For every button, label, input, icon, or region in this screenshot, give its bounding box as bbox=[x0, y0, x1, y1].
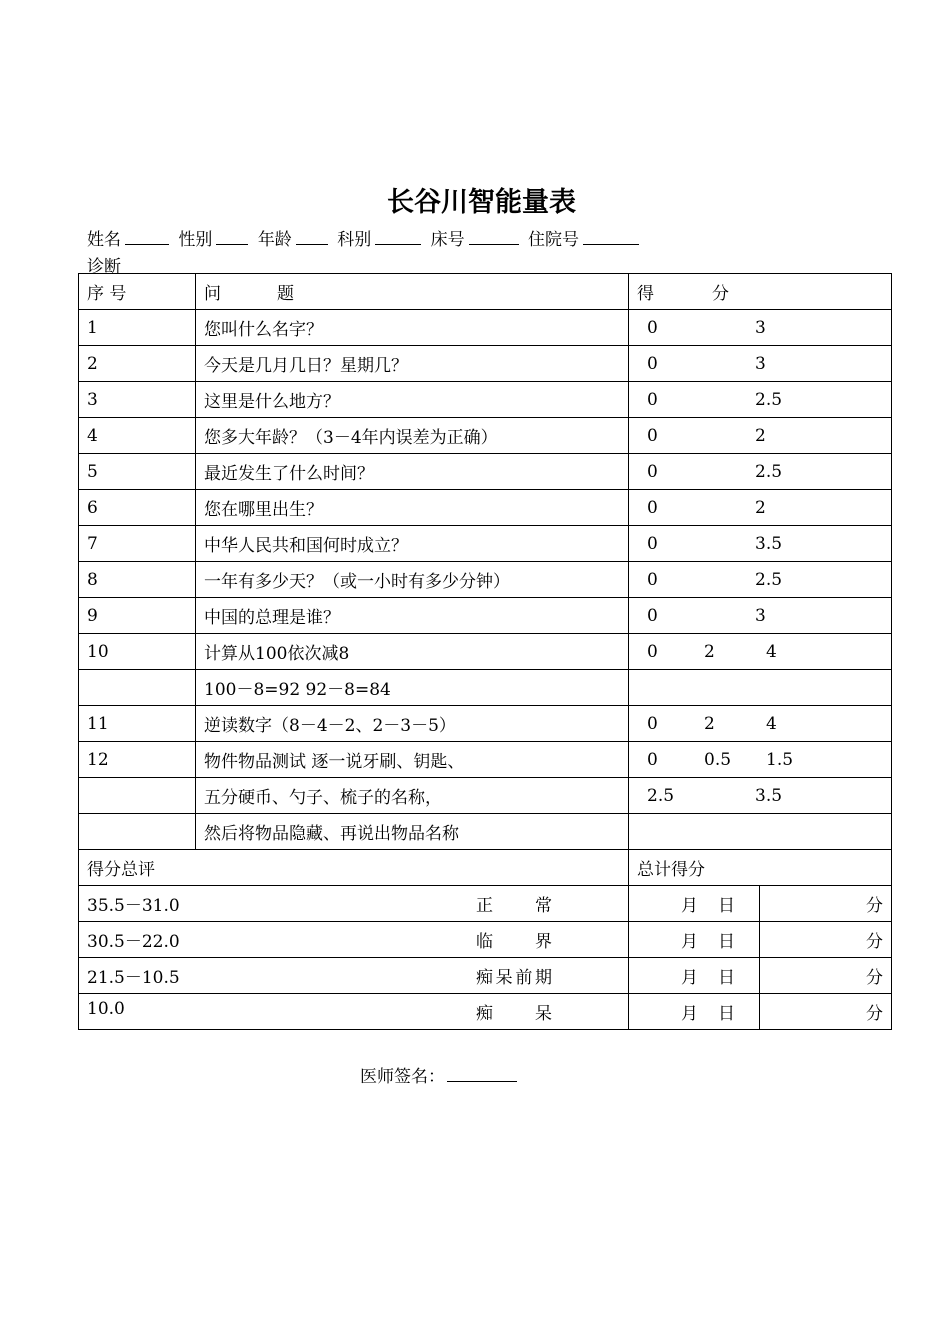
item-number bbox=[79, 778, 196, 814]
assessment-table bbox=[78, 273, 892, 1030]
header-score-2: 分 bbox=[712, 284, 729, 304]
signature-label: 医师签名： bbox=[360, 1067, 445, 1087]
item-score-options bbox=[629, 346, 892, 382]
item-score-options bbox=[629, 598, 892, 634]
item-score-options bbox=[629, 670, 892, 706]
score-option[interactable]: 0 bbox=[647, 641, 658, 662]
score-option[interactable]: 0 bbox=[647, 317, 658, 338]
name-field[interactable] bbox=[125, 230, 169, 245]
dept-label: 科别 bbox=[337, 230, 372, 250]
age-label: 年龄 bbox=[257, 230, 292, 250]
item-number: 8 bbox=[79, 562, 196, 598]
score-option[interactable]: 2.5 bbox=[755, 389, 783, 410]
level-label: 正常 bbox=[476, 896, 552, 916]
score-option[interactable]: 3 bbox=[755, 353, 766, 374]
hosp-no-label: 住院号 bbox=[528, 230, 580, 250]
item-score-options bbox=[629, 634, 892, 670]
score-range: 21.5－10.5 bbox=[87, 968, 180, 988]
item-number: 4 bbox=[79, 418, 196, 454]
item-number: 5 bbox=[79, 454, 196, 490]
item-question: 物件物品测试 逐一说牙刷、钥匙、 bbox=[196, 742, 629, 778]
table-row bbox=[79, 526, 892, 562]
table-row bbox=[79, 742, 892, 778]
score-option[interactable]: 0.5 bbox=[704, 749, 732, 770]
item-score-options bbox=[629, 418, 892, 454]
item-score-options bbox=[629, 310, 892, 346]
score-option[interactable]: 0 bbox=[647, 389, 658, 410]
item-score-options bbox=[629, 490, 892, 526]
item-number: 1 bbox=[79, 310, 196, 346]
item-score-options bbox=[629, 382, 892, 418]
day-label: 日 bbox=[718, 896, 735, 916]
table-row bbox=[79, 490, 892, 526]
day-label: 日 bbox=[718, 968, 735, 988]
table-row bbox=[79, 598, 892, 634]
table-row bbox=[79, 562, 892, 598]
points-cell[interactable]: 分 bbox=[760, 886, 892, 922]
table-row bbox=[79, 670, 892, 706]
header-question bbox=[196, 274, 629, 310]
item-question: 计算从100依次减8 bbox=[196, 634, 629, 670]
name-label: 姓名 bbox=[87, 230, 121, 250]
header-score bbox=[629, 274, 892, 310]
gender-field[interactable] bbox=[216, 230, 248, 245]
date-cell[interactable] bbox=[629, 958, 760, 994]
page-title: 长谷川智能量表 bbox=[387, 187, 576, 218]
header-no: 序 号 bbox=[79, 274, 196, 310]
table-header-row bbox=[79, 274, 892, 310]
item-number: 10 bbox=[79, 634, 196, 670]
score-option[interactable]: 2 bbox=[704, 713, 715, 734]
points-cell[interactable]: 分 bbox=[760, 922, 892, 958]
level-label: 痴呆前期 bbox=[476, 968, 552, 988]
evaluation-cell bbox=[79, 958, 629, 994]
evaluation-row bbox=[79, 922, 892, 958]
dept-field[interactable] bbox=[375, 230, 421, 245]
table-row bbox=[79, 634, 892, 670]
date-cell[interactable] bbox=[629, 922, 760, 958]
score-option[interactable]: 3 bbox=[755, 605, 766, 626]
item-number: 9 bbox=[79, 598, 196, 634]
table-row bbox=[79, 454, 892, 490]
item-number bbox=[79, 670, 196, 706]
score-option[interactable]: 3.5 bbox=[755, 785, 783, 806]
table-row bbox=[79, 418, 892, 454]
date-cell[interactable] bbox=[629, 886, 760, 922]
item-score-options bbox=[629, 526, 892, 562]
age-field[interactable] bbox=[296, 230, 328, 245]
score-range: 10.0 bbox=[87, 999, 125, 1019]
total-score-label: 总计得分 bbox=[629, 850, 892, 886]
item-score-options bbox=[629, 454, 892, 490]
table-row bbox=[79, 310, 892, 346]
diagnosis-label: 诊断 bbox=[87, 257, 121, 277]
item-number: 6 bbox=[79, 490, 196, 526]
month-label: 月 bbox=[681, 968, 698, 988]
score-option[interactable]: 0 bbox=[647, 497, 658, 518]
patient-info-line bbox=[87, 225, 643, 250]
evaluation-cell bbox=[79, 886, 629, 922]
evaluation-row bbox=[79, 958, 892, 994]
item-question: 然后将物品隐藏、再说出物品名称 bbox=[196, 814, 629, 850]
table-row bbox=[79, 778, 892, 814]
table-row bbox=[79, 346, 892, 382]
score-option[interactable]: 0 bbox=[647, 569, 658, 590]
evaluation-cell bbox=[79, 922, 629, 958]
score-evaluation-label: 得分总评 bbox=[79, 850, 629, 886]
score-range: 35.5－31.0 bbox=[87, 896, 180, 916]
month-label: 月 bbox=[681, 896, 698, 916]
day-label: 日 bbox=[718, 1004, 735, 1024]
score-option[interactable]: 0 bbox=[647, 533, 658, 554]
score-option[interactable]: 2.5 bbox=[755, 461, 783, 482]
item-score-options bbox=[629, 814, 892, 850]
level-label: 临界 bbox=[476, 932, 552, 952]
score-option[interactable]: 2.5 bbox=[647, 785, 675, 806]
score-option[interactable]: 1.5 bbox=[766, 749, 794, 770]
score-option[interactable]: 0 bbox=[647, 713, 658, 734]
score-option[interactable]: 4 bbox=[766, 713, 777, 734]
score-option[interactable]: 0 bbox=[647, 605, 658, 626]
item-number bbox=[79, 814, 196, 850]
header-score-1: 得 bbox=[637, 284, 654, 304]
item-question: 今天是几月几日？星期几？ bbox=[196, 346, 629, 382]
table-row bbox=[79, 706, 892, 742]
bed-field[interactable] bbox=[469, 230, 519, 245]
item-score-options bbox=[629, 778, 892, 814]
item-number: 7 bbox=[79, 526, 196, 562]
table-row bbox=[79, 382, 892, 418]
item-question: 您多大年龄？（3－4年内误差为正确） bbox=[196, 418, 629, 454]
item-score-options bbox=[629, 562, 892, 598]
item-score-options bbox=[629, 742, 892, 778]
score-option[interactable]: 4 bbox=[766, 641, 777, 662]
hosp-no-field[interactable] bbox=[583, 230, 639, 245]
signature-field[interactable] bbox=[447, 1065, 517, 1082]
item-question: 最近发生了什么时间？ bbox=[196, 454, 629, 490]
score-range: 30.5－22.0 bbox=[87, 932, 180, 952]
summary-header-row bbox=[79, 850, 892, 886]
points-cell[interactable]: 分 bbox=[760, 958, 892, 994]
points-cell[interactable]: 分 bbox=[760, 994, 892, 1030]
score-option[interactable]: 0 bbox=[647, 461, 658, 482]
item-number: 12 bbox=[79, 742, 196, 778]
evaluation-row bbox=[79, 886, 892, 922]
score-option[interactable]: 0 bbox=[647, 425, 658, 446]
header-question-1: 问 bbox=[204, 284, 221, 304]
table-row bbox=[79, 814, 892, 850]
header-question-2: 题 bbox=[277, 284, 294, 304]
evaluation-row bbox=[79, 994, 892, 1030]
item-score-options bbox=[629, 706, 892, 742]
score-option[interactable]: 2 bbox=[755, 425, 766, 446]
date-cell[interactable] bbox=[629, 994, 760, 1030]
item-number: 3 bbox=[79, 382, 196, 418]
score-option[interactable]: 0 bbox=[647, 353, 658, 374]
item-number: 2 bbox=[79, 346, 196, 382]
score-option[interactable]: 2 bbox=[755, 497, 766, 518]
item-question: 100－8=92 92－8=84 bbox=[196, 670, 629, 706]
score-option[interactable]: 3 bbox=[755, 317, 766, 338]
score-option[interactable]: 2 bbox=[704, 641, 715, 662]
item-question: 一年有多少天？（或一小时有多少分钟） bbox=[196, 562, 629, 598]
item-question: 五分硬币、勺子、梳子的名称， bbox=[196, 778, 629, 814]
gender-label: 性别 bbox=[178, 230, 213, 250]
score-option[interactable]: 2.5 bbox=[755, 569, 783, 590]
day-label: 日 bbox=[718, 932, 735, 952]
item-question: 逆读数字（8－4－2、2－3－5） bbox=[196, 706, 629, 742]
score-option[interactable]: 3.5 bbox=[755, 533, 783, 554]
item-question: 中国的总理是谁？ bbox=[196, 598, 629, 634]
item-question: 这里是什么地方？ bbox=[196, 382, 629, 418]
item-question: 中华人民共和国何时成立？ bbox=[196, 526, 629, 562]
item-question: 您在哪里出生？ bbox=[196, 490, 629, 526]
bed-label: 床号 bbox=[430, 230, 465, 250]
item-number: 11 bbox=[79, 706, 196, 742]
month-label: 月 bbox=[681, 932, 698, 952]
evaluation-cell bbox=[79, 994, 629, 1030]
item-question: 您叫什么名字？ bbox=[196, 310, 629, 346]
doctor-signature bbox=[360, 1062, 517, 1087]
month-label: 月 bbox=[681, 1004, 698, 1024]
level-label: 痴呆 bbox=[476, 1004, 552, 1024]
score-option[interactable]: 0 bbox=[647, 749, 658, 770]
